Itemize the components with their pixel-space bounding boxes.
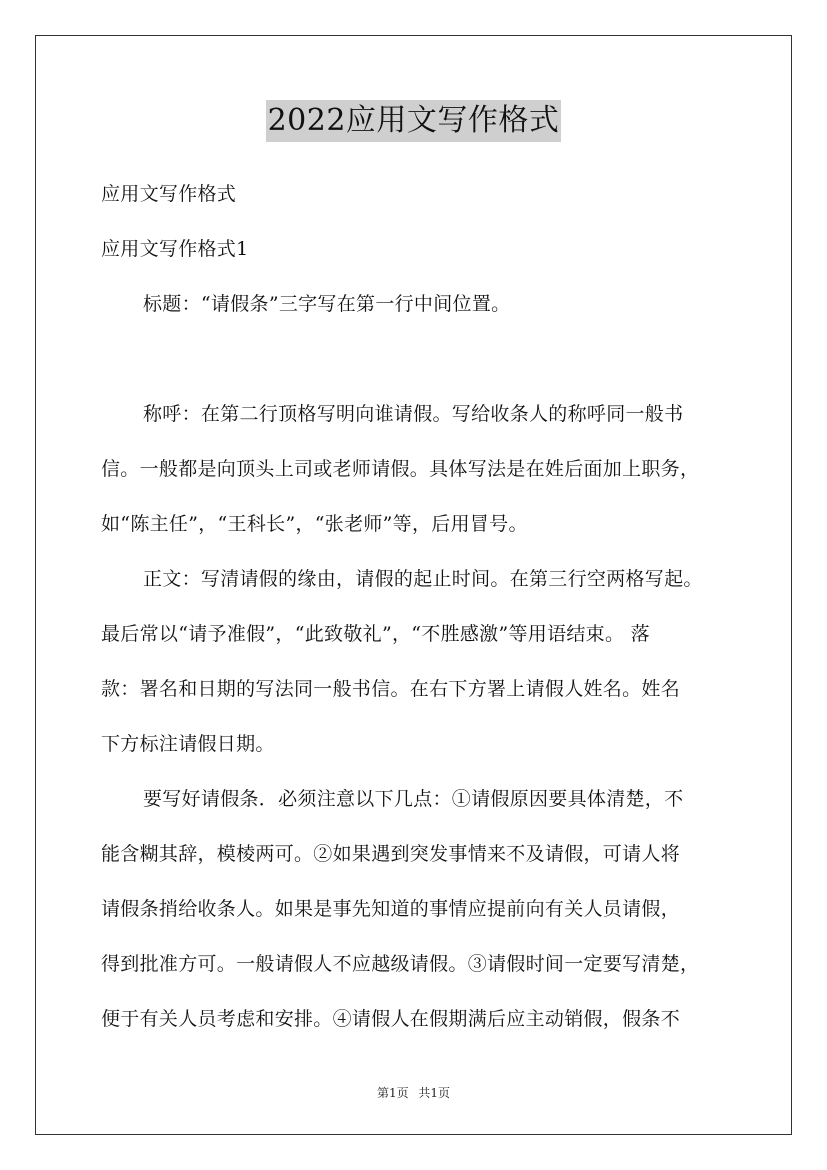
- page-number: 第1页: [376, 1086, 409, 1100]
- body-line: 得到批准方可。一般请假人不应越级请假。③请假时间一定要写清楚，: [101, 953, 700, 975]
- blank-line: [101, 338, 741, 393]
- body-line: 请假条捎给收条人。如果是事先知道的事情应提前向有关人员请假，: [101, 898, 681, 920]
- body-line: 能含糊其辞，模棱两可。②如果遇到突发事情来不及请假，可请人将: [101, 843, 681, 865]
- body-line: 下方标注请假日期。: [101, 733, 275, 755]
- body-line: 称呼：在第二行顶格写明向谁请假。写给收条人的称呼同一般书: [143, 403, 684, 425]
- title-container: [0, 100, 827, 142]
- body-line: 信。一般都是向顶头上司或老师请假。具体写法是在姓后面加上职务，: [101, 458, 700, 480]
- body-line: 要写好请假条．必须注意以下几点：①请假原因要具体清楚，不: [143, 788, 684, 810]
- body-line: 应用文写作格式1: [101, 238, 249, 260]
- body-line: 应用文写作格式: [101, 183, 237, 205]
- body-line: 正文：写清请假的缘由，请假的起止时间。在第三行空两格写起。: [143, 568, 703, 590]
- document-title: 2022应用文写作格式: [266, 100, 562, 142]
- body-line: 便于有关人员考虑和安排。④请假人在假期满后应主动销假，假条不: [101, 1008, 681, 1030]
- page-footer: [0, 1084, 827, 1101]
- body-line: 标题：“请假条”三字写在第一行中间位置。: [143, 293, 511, 315]
- body-line: 最后常以“请予准假”，“此致敬礼”，“不胜感激”等用语结束。 落: [101, 623, 650, 645]
- body-line: 如“陈主任”，“王科长”，“张老师”等，后用冒号。: [101, 513, 528, 535]
- body-line: 款：署名和日期的写法同一般书信。在右下方署上请假人姓名。姓名: [101, 678, 681, 700]
- document-body: [101, 173, 741, 1053]
- page-count: 共1页: [418, 1086, 451, 1100]
